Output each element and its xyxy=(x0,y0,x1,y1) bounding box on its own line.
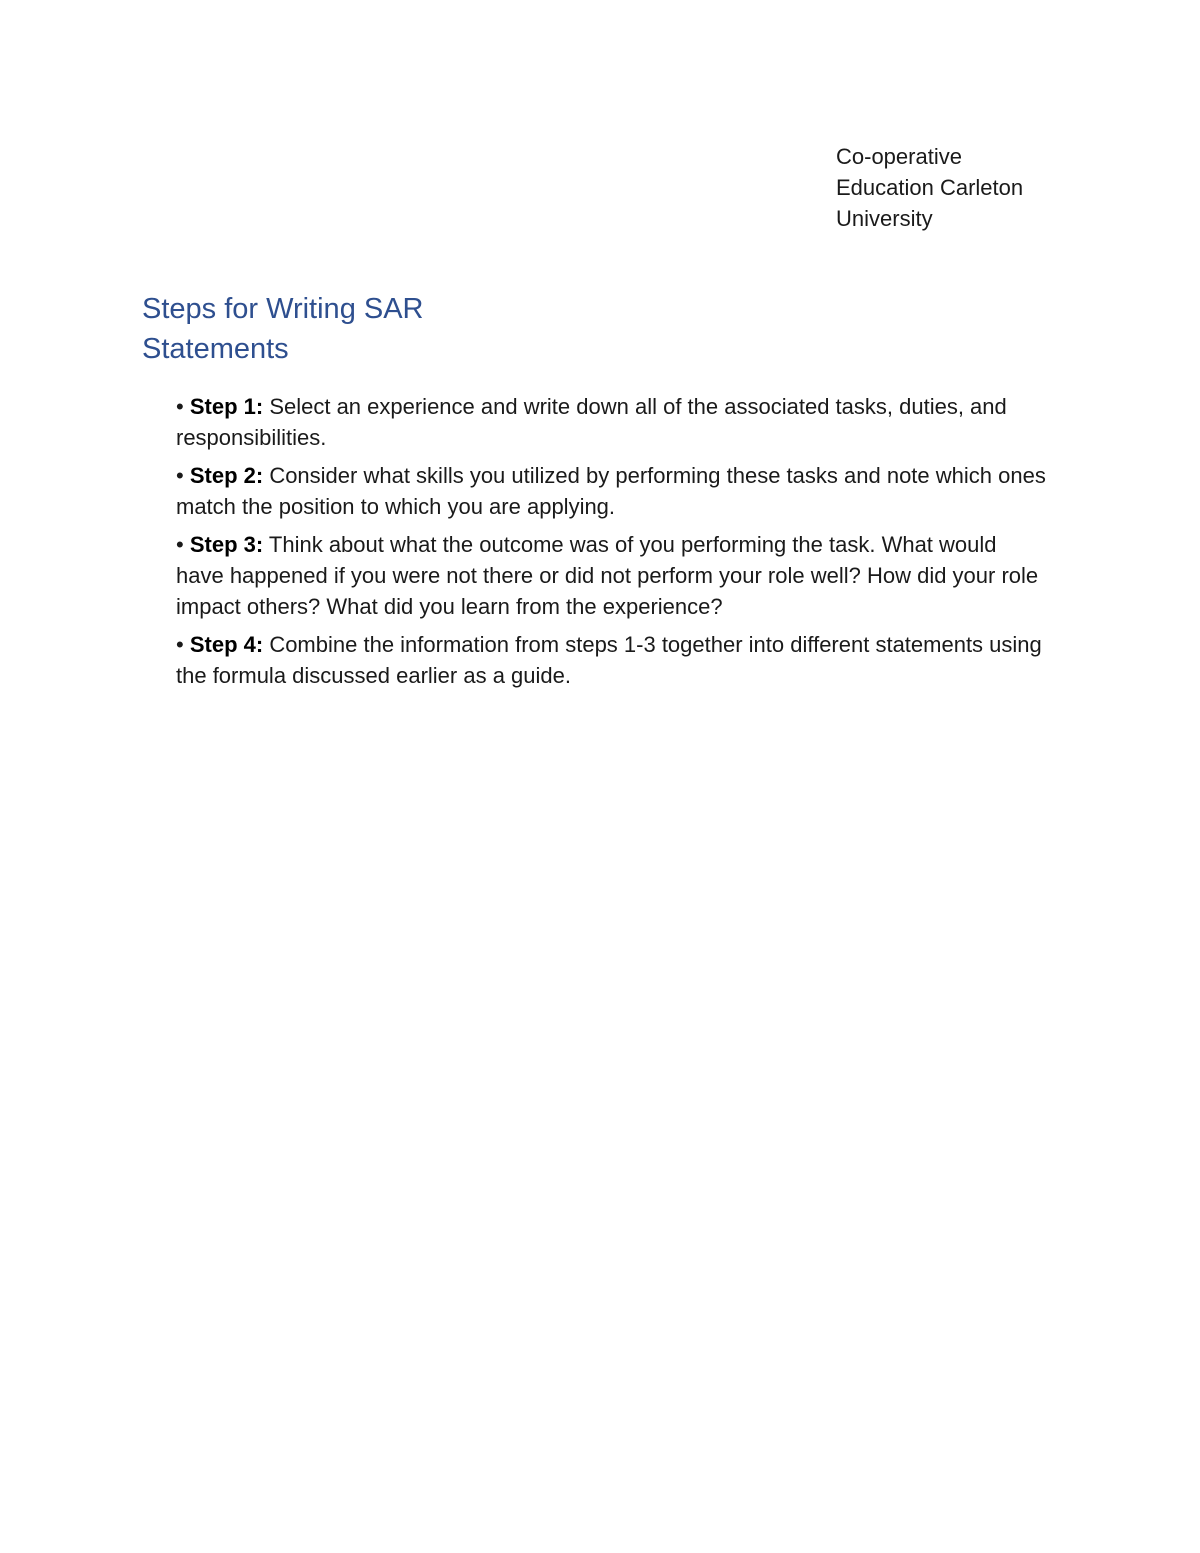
page-title xyxy=(142,289,522,369)
title-line: Statements xyxy=(142,333,289,365)
step-text: Combine the information from steps 1-3 together into different statements using the formula discussed earlier as a guide. xyxy=(176,632,1042,688)
bullet-glyph: • xyxy=(176,394,184,419)
step-text: Think about what the outcome was of you performing the task. What would have happened if you were not there or did not perform your role well? How did your role impact others? What did you learn from the experience? xyxy=(176,532,1039,619)
step-text: Consider what skills you utilized by performing these tasks and note which ones match the position to which you are applying. xyxy=(176,463,1046,519)
title-line: Steps for Writing SAR xyxy=(142,293,424,325)
organization-block xyxy=(836,141,1086,234)
step-text: Select an experience and write down all of the associated tasks, duties, and responsibilities. xyxy=(176,394,1007,450)
bullet-glyph: • xyxy=(176,632,184,657)
step-item xyxy=(176,391,1046,453)
organization-line: Co-operative xyxy=(836,144,962,169)
step-label: Step 1: xyxy=(189,394,264,419)
bullet-glyph: • xyxy=(176,463,184,488)
step-label: Step 4: xyxy=(189,632,264,657)
step-label: Step 2: xyxy=(189,463,264,488)
bullet-glyph: • xyxy=(176,532,184,557)
organization-line: Education Carleton xyxy=(836,175,1024,200)
step-item xyxy=(176,629,1046,691)
steps-list xyxy=(176,391,1046,698)
step-item xyxy=(176,529,1046,622)
step-label: Step 3: xyxy=(189,532,264,557)
step-item xyxy=(176,460,1046,522)
organization-line: University xyxy=(836,206,933,231)
